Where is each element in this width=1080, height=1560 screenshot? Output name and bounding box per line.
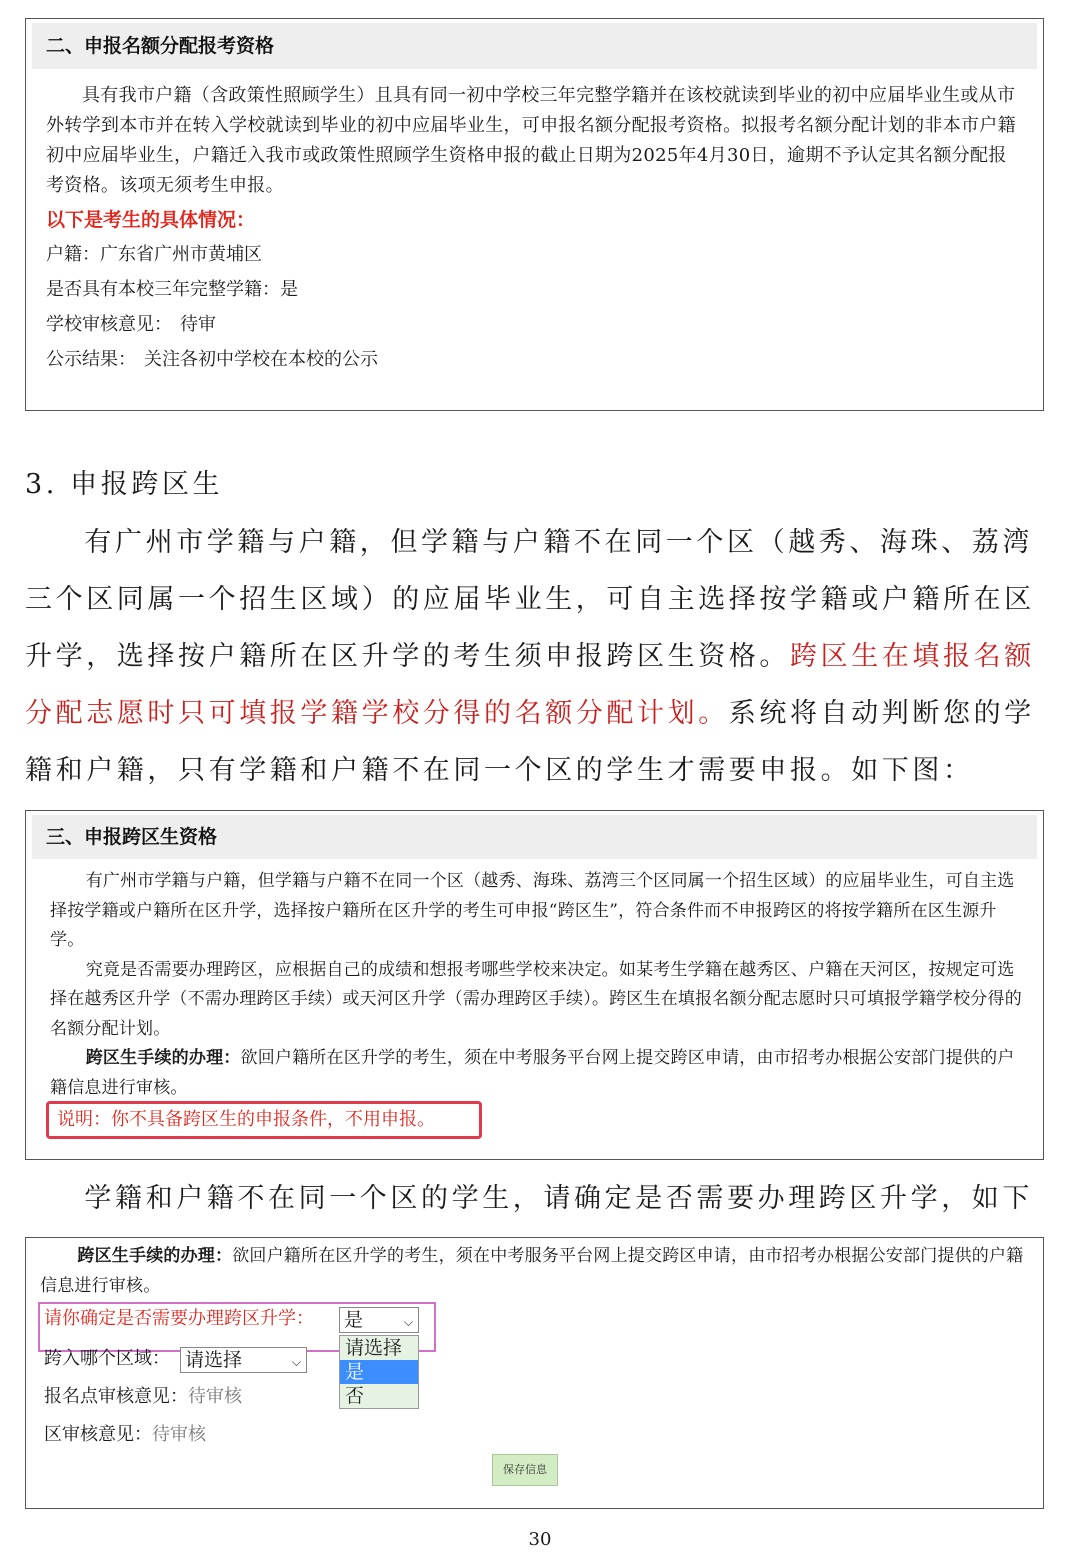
chevron-down-icon: ⌵ bbox=[403, 1315, 413, 1329]
confirm-select[interactable] bbox=[339, 1307, 419, 1333]
section-title: 3. 申报跨区生 bbox=[25, 469, 224, 500]
section-paragraph-red: 跨区生在填报名额分配志愿时只可填报学籍学校分得的名额分配计划。 bbox=[25, 641, 1035, 729]
section-paragraph bbox=[25, 514, 1045, 799]
panel-paragraph-2: 究竟是否需要办理跨区，应根据自己的成绩和想报考哪些学校来决定。如某考生学籍在越秀区、户籍在天河区，按规定可选择在越秀区升学（不需办理跨区手续）或天河区升学（需办理跨区手续）。跨区生在填报名额分配志愿时只可填报学籍学校分得的名额分配计划。 bbox=[50, 959, 1022, 1039]
review-value: 待审核 bbox=[188, 1386, 242, 1407]
confirm-label: 请你确定是否需要办理跨区升学： bbox=[44, 1308, 314, 1329]
ineligible-note: 说明：你不具备跨区生的申报条件，不用申报。 bbox=[46, 1101, 482, 1139]
detail-label: 是否具有本校三年完整学籍： bbox=[46, 279, 280, 300]
registration-review-row bbox=[44, 1384, 242, 1410]
detail-row-xueji bbox=[26, 272, 1043, 307]
detail-value: 关注各初中学校在本校的公示 bbox=[144, 349, 378, 370]
confirm-select-value: 是 bbox=[344, 1309, 364, 1331]
detail-value: 广东省广州市黄埔区 bbox=[100, 244, 262, 265]
procedure-text: 欲回户籍所在区升学的考生，须在中考服务平台网上提交跨区申请，由市招考办根据公安部门提供的户籍信息进行审核。 bbox=[50, 1048, 1015, 1098]
review-value: 待审核 bbox=[152, 1424, 206, 1445]
review-label: 报名点审核意见： bbox=[44, 1386, 188, 1407]
panel-paragraph: 具有我市户籍（含政策性照顾学生）且具有同一初中学校三年完整学籍并在该校就读到毕业的初中应届毕业生或从市外转学到本市并在转入学校就读到毕业的初中应届毕业生，可申报名额分配报考资格。拟报考名额分配计划的非本市户籍初中应届毕业生，户籍迁入我市或政策性照顾学生资格申报的截止日期为2025年4月30日，逾期不予认定其名额分配报考资格。该项无须考生申报。 bbox=[46, 85, 1016, 196]
option-no[interactable]: 否 bbox=[339, 1384, 419, 1408]
cross-district-form bbox=[25, 1237, 1044, 1509]
panel-paragraph-1: 有广州市学籍与户籍，但学籍与户籍不在同一个区（越秀、海珠、荔湾三个区同属一个招生区域）的应届毕业生，可自主选择按学籍或户籍所在区升学，选择按户籍所在区升学的考生可申报“跨区生”，符合条件而不申报跨区的将按学籍所在区生源升学。 bbox=[50, 871, 1015, 950]
district-review-row bbox=[44, 1422, 206, 1448]
option-please-select[interactable]: 请选择 bbox=[339, 1336, 419, 1360]
candidate-details-heading: 以下是考生的具体情况： bbox=[46, 209, 256, 231]
form-paragraph bbox=[26, 1242, 1043, 1301]
panel-heading: 三、申报跨区生资格 bbox=[32, 815, 1037, 859]
detail-value: 是 bbox=[280, 279, 298, 300]
district-select-value: 请选择 bbox=[185, 1349, 243, 1371]
detail-value: 待审 bbox=[180, 314, 216, 335]
review-label: 区审核意见： bbox=[44, 1424, 152, 1445]
detail-row-school-review bbox=[26, 307, 1043, 342]
district-select[interactable] bbox=[180, 1347, 307, 1373]
procedure-text: 欲回户籍所在区升学的考生，须在中考服务平台网上提交跨区申请，由市招考办根据公安部门提供的户籍信息进行审核。 bbox=[40, 1246, 1024, 1296]
detail-label: 户籍： bbox=[46, 244, 100, 265]
district-label: 跨入哪个区域： bbox=[44, 1348, 170, 1369]
quota-eligibility-panel bbox=[25, 18, 1044, 411]
detail-label: 学校审核意见： bbox=[46, 314, 172, 335]
chevron-down-icon: ⌵ bbox=[291, 1355, 301, 1369]
cross-district-panel bbox=[25, 810, 1044, 1160]
section-paragraph-tail: 系统将自动判断您的学籍和户籍，只有学籍和户籍不在同一个区的学生才需要申报。如下图： bbox=[25, 698, 1035, 786]
instruction-text: 学籍和户籍不在同一个区的学生，请确定是否需要办理跨区升学，如下 bbox=[84, 1183, 1033, 1214]
procedure-label: 跨区生手续的办理： bbox=[85, 1048, 241, 1068]
page-number: 30 bbox=[528, 1529, 552, 1550]
detail-label: 公示结果： bbox=[46, 349, 136, 370]
save-button[interactable]: 保存信息 bbox=[492, 1454, 558, 1486]
detail-row-huji bbox=[26, 237, 1043, 272]
option-yes[interactable]: 是 bbox=[339, 1360, 419, 1384]
section-paragraph-text: 有广州市学籍与户籍，但学籍与户籍不在同一个区（越秀、海珠、荔湾三个区同属一个招生区域）的应届毕业生，可自主选择按学籍或户籍所在区升学，选择按户籍所在区升学的考生须申报跨区生资格。 bbox=[25, 527, 1035, 672]
panel-heading: 二、申报名额分配报考资格 bbox=[32, 23, 1037, 69]
procedure-label: 跨区生手续的办理： bbox=[77, 1246, 233, 1266]
detail-row-publicity bbox=[26, 342, 1043, 377]
panel-paragraph-3 bbox=[26, 1044, 1043, 1103]
